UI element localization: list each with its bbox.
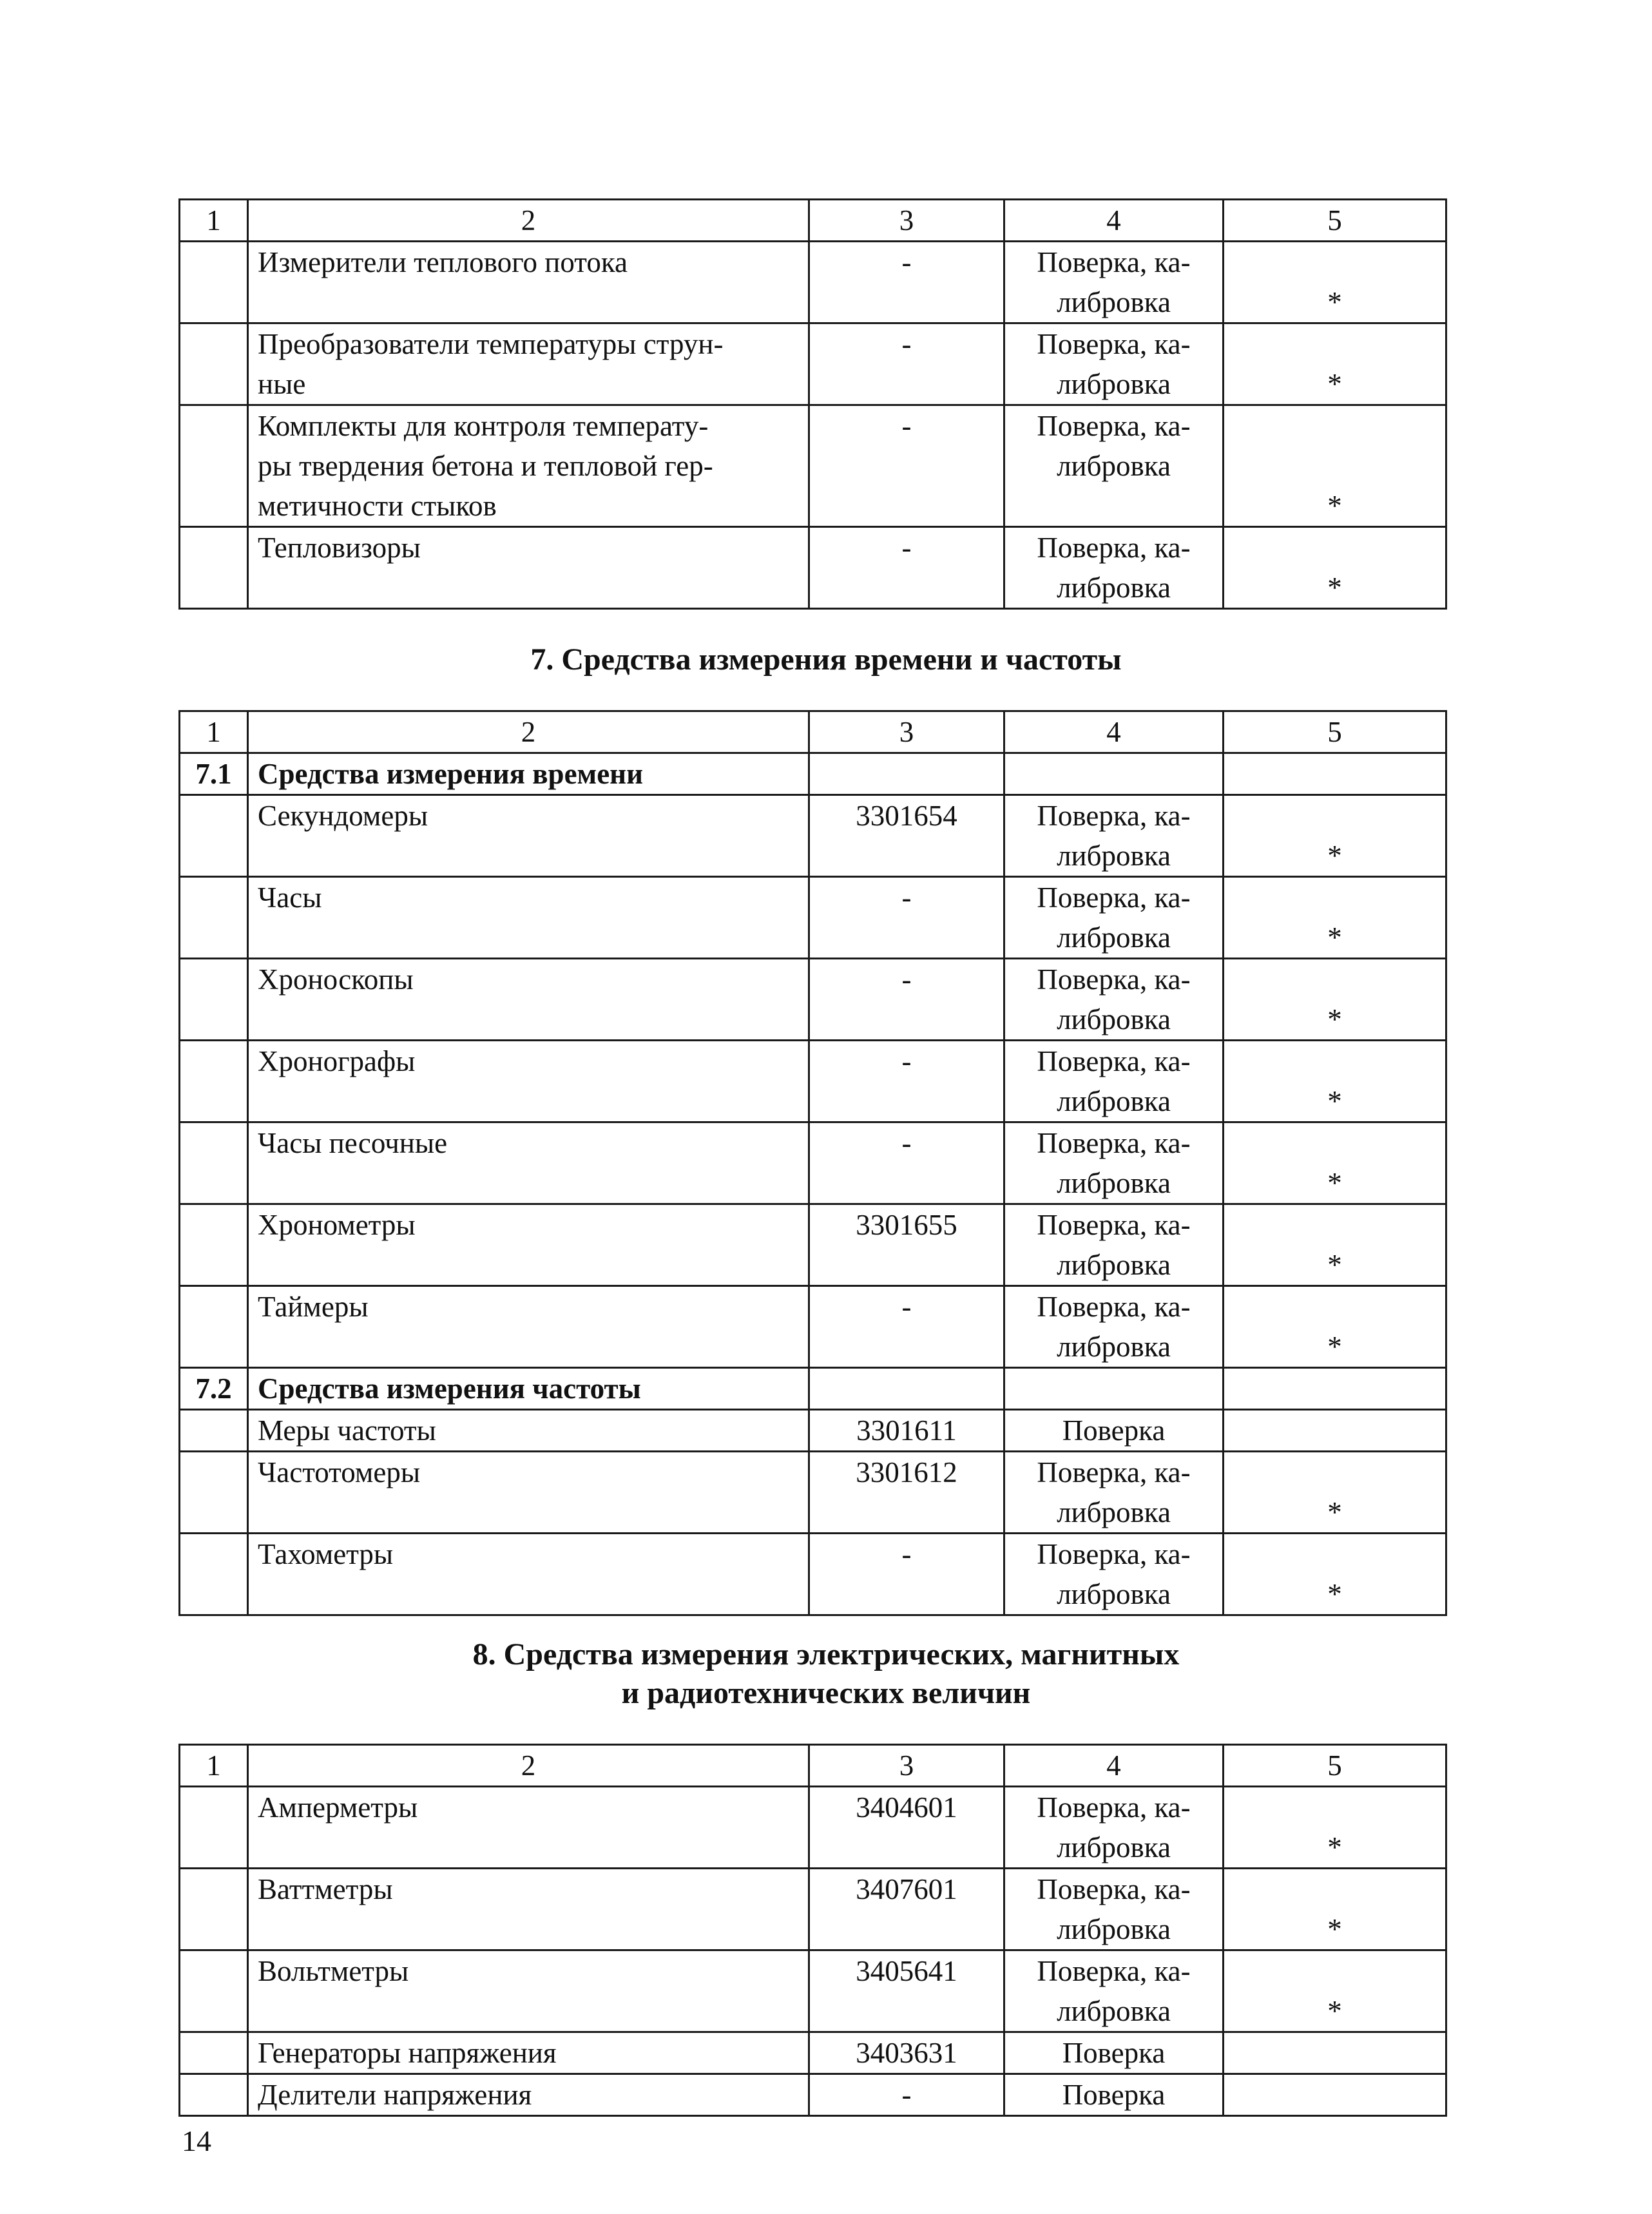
mark-cell: *: [1224, 1041, 1446, 1122]
col-header-3: 3: [809, 711, 1004, 753]
row-number-cell: [180, 1452, 248, 1534]
table-row: [180, 1452, 1446, 1534]
table-row: [180, 1787, 1446, 1869]
code-cell: 3301655: [809, 1204, 1004, 1286]
table-header-row: [180, 200, 1446, 242]
row-number-cell: [180, 405, 248, 527]
control-type-cell: Поверка, ка- либровка: [1004, 527, 1224, 609]
item-name-cell: Средства измерения частоты: [248, 1368, 809, 1410]
code-cell: 3301611: [809, 1410, 1004, 1452]
control-type-cell: Поверка, ка- либровка: [1004, 877, 1224, 959]
col-header-4: 4: [1004, 711, 1224, 753]
control-type-cell: Поверка: [1004, 2074, 1224, 2116]
table-row: [180, 1534, 1446, 1615]
control-type-cell: Поверка, ка- либровка: [1004, 1534, 1224, 1615]
code-cell: -: [809, 1534, 1004, 1615]
item-name-cell: Меры частоты: [248, 1410, 809, 1452]
col-header-3: 3: [809, 200, 1004, 242]
item-name-cell: Ваттметры: [248, 1869, 809, 1950]
table-header-row: [180, 711, 1446, 753]
code-cell: 3404601: [809, 1787, 1004, 1869]
item-name-cell: Хронографы: [248, 1041, 809, 1122]
control-type-cell: Поверка, ка- либровка: [1004, 1122, 1224, 1204]
code-cell: -: [809, 1286, 1004, 1368]
item-name-cell: Частотомеры: [248, 1452, 809, 1534]
mark-cell: *: [1224, 877, 1446, 959]
control-type-cell: Поверка, ка- либровка: [1004, 1950, 1224, 2032]
row-number-cell: [180, 1286, 248, 1368]
item-name-cell: Делители напряжения: [248, 2074, 809, 2116]
mark-cell: *: [1224, 795, 1446, 877]
item-name-cell: Часы: [248, 877, 809, 959]
control-type-cell: [1004, 1368, 1224, 1410]
control-type-cell: Поверка, ка- либровка: [1004, 959, 1224, 1041]
table-row: [180, 323, 1446, 405]
control-type-cell: Поверка, ка- либровка: [1004, 1787, 1224, 1869]
mark-cell: *: [1224, 405, 1446, 527]
mark-cell: *: [1224, 1122, 1446, 1204]
code-cell: 3403631: [809, 2032, 1004, 2074]
item-name-cell: Хронометры: [248, 1204, 809, 1286]
row-number-cell: 7.1: [180, 753, 248, 795]
section-7-heading: 7. Средства измерения времени и частоты: [530, 642, 1122, 677]
control-type-cell: Поверка, ка- либровка: [1004, 405, 1224, 527]
mark-cell: *: [1224, 1869, 1446, 1950]
col-header-1: 1: [180, 200, 248, 242]
mark-cell: [1224, 1410, 1446, 1452]
table-row: [180, 242, 1446, 323]
row-number-cell: [180, 1122, 248, 1204]
table-row: [180, 1041, 1446, 1122]
table-row: [180, 527, 1446, 609]
code-cell: 3301612: [809, 1452, 1004, 1534]
item-name-cell: Преобразователи температуры струн- ные: [248, 323, 809, 405]
code-cell: 3301654: [809, 795, 1004, 877]
row-number-cell: [180, 2032, 248, 2074]
row-number-cell: [180, 1950, 248, 2032]
code-cell: -: [809, 527, 1004, 609]
col-header-4: 4: [1004, 200, 1224, 242]
col-header-5: 5: [1224, 200, 1446, 242]
table-row: [180, 2074, 1446, 2116]
section-8-heading-line-1: 8. Средства измерения электрических, магнитных: [472, 1637, 1180, 1671]
item-name-cell: Генераторы напряжения: [248, 2032, 809, 2074]
control-type-cell: Поверка, ка- либровка: [1004, 795, 1224, 877]
row-number-cell: [180, 1869, 248, 1950]
row-number-cell: [180, 1410, 248, 1452]
item-name-cell: Тахометры: [248, 1534, 809, 1615]
item-name-cell: Тепловизоры: [248, 527, 809, 609]
col-header-1: 1: [180, 711, 248, 753]
mark-cell: [1224, 1368, 1446, 1410]
code-cell: 3407601: [809, 1869, 1004, 1950]
mark-cell: *: [1224, 527, 1446, 609]
code-cell: -: [809, 1041, 1004, 1122]
row-number-cell: [180, 795, 248, 877]
control-type-cell: Поверка: [1004, 1410, 1224, 1452]
row-number-cell: [180, 323, 248, 405]
mark-cell: [1224, 2074, 1446, 2116]
mark-cell: *: [1224, 242, 1446, 323]
code-cell: -: [809, 959, 1004, 1041]
table-row: [180, 1410, 1446, 1452]
control-type-cell: Поверка, ка- либровка: [1004, 1041, 1224, 1122]
col-header-2: 2: [248, 711, 809, 753]
table-row: [180, 405, 1446, 527]
table-heat-instruments: [178, 198, 1447, 610]
row-number-cell: [180, 2074, 248, 2116]
code-cell: -: [809, 405, 1004, 527]
mark-cell: *: [1224, 1204, 1446, 1286]
table-time-frequency: [178, 710, 1447, 1616]
col-header-2: 2: [248, 200, 809, 242]
item-name-cell: Хроноскопы: [248, 959, 809, 1041]
row-number-cell: [180, 1204, 248, 1286]
col-header-5: 5: [1224, 1745, 1446, 1787]
col-header-4: 4: [1004, 1745, 1224, 1787]
control-type-cell: Поверка, ка- либровка: [1004, 1204, 1224, 1286]
table-row: [180, 1286, 1446, 1368]
row-number-cell: [180, 959, 248, 1041]
row-number-cell: [180, 877, 248, 959]
table-row: [180, 795, 1446, 877]
item-name-cell: Комплекты для контроля температу- ры твердения бетона и тепловой гер- метичности стыков: [248, 405, 809, 527]
mark-cell: *: [1224, 1452, 1446, 1534]
item-name-cell: Секундомеры: [248, 795, 809, 877]
table-row: [180, 1869, 1446, 1950]
item-name-cell: Измерители теплового потока: [248, 242, 809, 323]
mark-cell: *: [1224, 1286, 1446, 1368]
code-cell: 3405641: [809, 1950, 1004, 2032]
page-number: 14: [182, 2124, 211, 2157]
item-name-cell: Вольтметры: [248, 1950, 809, 2032]
mark-cell: [1224, 2032, 1446, 2074]
section-row: [180, 1368, 1446, 1410]
table-row: [180, 1122, 1446, 1204]
code-cell: -: [809, 2074, 1004, 2116]
control-type-cell: Поверка, ка- либровка: [1004, 242, 1224, 323]
table-row: [180, 877, 1446, 959]
table-row: [180, 2032, 1446, 2074]
table-row: [180, 1950, 1446, 2032]
table-electrical: [178, 1744, 1447, 2117]
item-name-cell: Таймеры: [248, 1286, 809, 1368]
table-header-row: [180, 1745, 1446, 1787]
col-header-3: 3: [809, 1745, 1004, 1787]
mark-cell: *: [1224, 1534, 1446, 1615]
code-cell: -: [809, 1122, 1004, 1204]
item-name-cell: Часы песочные: [248, 1122, 809, 1204]
mark-cell: [1224, 753, 1446, 795]
section-row: [180, 753, 1446, 795]
row-number-cell: [180, 242, 248, 323]
control-type-cell: Поверка: [1004, 2032, 1224, 2074]
col-header-2: 2: [248, 1745, 809, 1787]
code-cell: -: [809, 877, 1004, 959]
control-type-cell: Поверка, ка- либровка: [1004, 1869, 1224, 1950]
table-row: [180, 1204, 1446, 1286]
row-number-cell: [180, 1534, 248, 1615]
col-header-1: 1: [180, 1745, 248, 1787]
mark-cell: *: [1224, 323, 1446, 405]
row-number-cell: 7.2: [180, 1368, 248, 1410]
control-type-cell: Поверка, ка- либровка: [1004, 1286, 1224, 1368]
control-type-cell: Поверка, ка- либровка: [1004, 323, 1224, 405]
control-type-cell: Поверка, ка- либровка: [1004, 1452, 1224, 1534]
code-cell: -: [809, 323, 1004, 405]
row-number-cell: [180, 1041, 248, 1122]
code-cell: [809, 753, 1004, 795]
row-number-cell: [180, 527, 248, 609]
table-row: [180, 959, 1446, 1041]
section-8-heading-line-2: и радиотехнических величин: [621, 1676, 1031, 1710]
row-number-cell: [180, 1787, 248, 1869]
mark-cell: *: [1224, 1950, 1446, 2032]
item-name-cell: Амперметры: [248, 1787, 809, 1869]
item-name-cell: Средства измерения времени: [248, 753, 809, 795]
mark-cell: *: [1224, 1787, 1446, 1869]
mark-cell: *: [1224, 959, 1446, 1041]
code-cell: -: [809, 242, 1004, 323]
col-header-5: 5: [1224, 711, 1446, 753]
control-type-cell: [1004, 753, 1224, 795]
code-cell: [809, 1368, 1004, 1410]
